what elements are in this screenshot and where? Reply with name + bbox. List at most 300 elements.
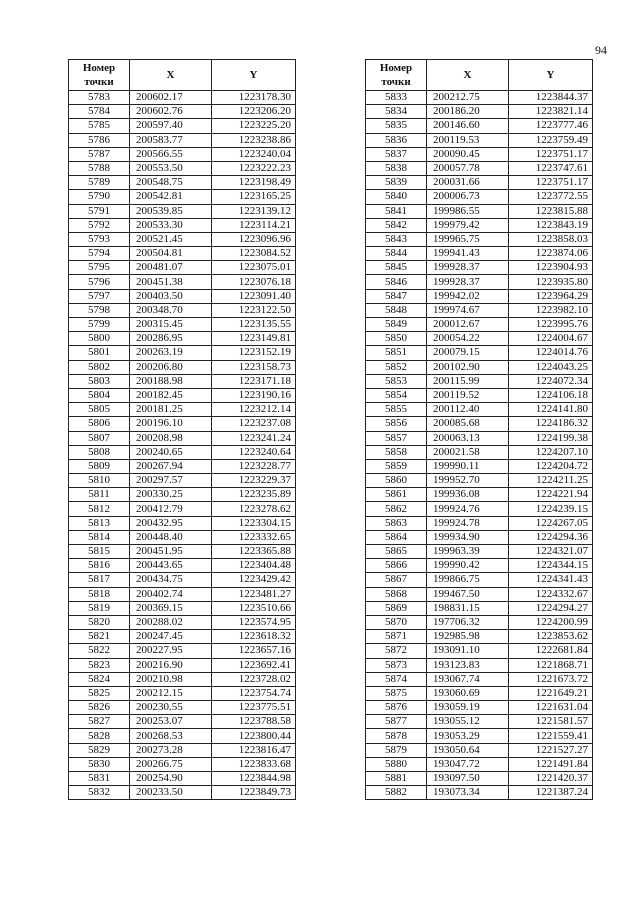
y-coordinate-cell: 1221491.84: [509, 757, 593, 771]
point-number-cell: 5869: [366, 601, 427, 615]
y-coordinate-cell: 1224332.67: [509, 587, 593, 601]
point-number-cell: 5830: [69, 757, 130, 771]
table-row: [69, 488, 296, 502]
table-row: [366, 388, 593, 402]
y-coordinate-cell: 1224211.25: [509, 474, 593, 488]
point-number-cell: 5795: [69, 261, 130, 275]
point-number-cell: 5874: [366, 672, 427, 686]
point-number-cell: 5824: [69, 672, 130, 686]
table-row: [69, 772, 296, 786]
x-coordinate-cell: 200533.30: [130, 218, 212, 232]
table-row: [366, 91, 593, 105]
point-number-cell: 5855: [366, 403, 427, 417]
x-coordinate-cell: 200448.40: [130, 530, 212, 544]
x-coordinate-cell: 199924.76: [427, 502, 509, 516]
table-row: [366, 530, 593, 544]
x-coordinate-cell: 200369.15: [130, 601, 212, 615]
y-coordinate-cell: 1223149.81: [212, 332, 296, 346]
y-coordinate-cell: 1224141.80: [509, 403, 593, 417]
y-coordinate-cell: 1223510.66: [212, 601, 296, 615]
table-row: [69, 573, 296, 587]
y-coordinate-cell: 1223982.10: [509, 303, 593, 317]
y-coordinate-cell: 1224043.25: [509, 360, 593, 374]
y-coordinate-cell: 1223849.73: [212, 786, 296, 800]
y-coordinate-cell: 1221420.37: [509, 772, 593, 786]
y-coordinate-cell: 1223240.64: [212, 445, 296, 459]
y-coordinate-cell: 1223084.52: [212, 247, 296, 261]
y-coordinate-cell: 1224186.32: [509, 417, 593, 431]
point-number-cell: 5870: [366, 615, 427, 629]
y-coordinate-cell: 1224344.15: [509, 559, 593, 573]
x-coordinate-cell: 200481.07: [130, 261, 212, 275]
table-row: [366, 431, 593, 445]
header-point-line1: Номер: [379, 62, 413, 74]
y-coordinate-cell: 1223844.37: [509, 91, 593, 105]
point-number-cell: 5788: [69, 161, 130, 175]
y-coordinate-cell: 1223995.76: [509, 318, 593, 332]
point-number-cell: 5882: [366, 786, 427, 800]
point-number-cell: 5840: [366, 190, 427, 204]
table-row: [69, 757, 296, 771]
y-coordinate-cell: 1221649.21: [509, 686, 593, 700]
x-coordinate-cell: 200521.45: [130, 232, 212, 246]
table-row: [366, 161, 593, 175]
y-coordinate-cell: 1223800.44: [212, 729, 296, 743]
point-number-cell: 5803: [69, 374, 130, 388]
table-row: [366, 488, 593, 502]
point-number-cell: 5834: [366, 105, 427, 119]
table-row: [366, 218, 593, 232]
point-number-cell: 5826: [69, 701, 130, 715]
table-row: [366, 672, 593, 686]
point-number-cell: 5825: [69, 686, 130, 700]
table-row: [69, 176, 296, 190]
table-row: [69, 786, 296, 800]
x-coordinate-cell: 200182.45: [130, 388, 212, 402]
table-row: [366, 261, 593, 275]
y-coordinate-cell: 1221868.71: [509, 658, 593, 672]
table-row: [69, 190, 296, 204]
x-coordinate-cell: 200146.60: [427, 119, 509, 133]
y-coordinate-cell: 1223212.14: [212, 403, 296, 417]
point-number-cell: 5850: [366, 332, 427, 346]
point-number-cell: 5861: [366, 488, 427, 502]
table-row: [366, 459, 593, 473]
point-number-cell: 5852: [366, 360, 427, 374]
y-coordinate-cell: 1223229.37: [212, 474, 296, 488]
x-coordinate-cell: 200230.55: [130, 701, 212, 715]
point-number-cell: 5821: [69, 630, 130, 644]
table-row: [69, 91, 296, 105]
y-coordinate-cell: 1223821.14: [509, 105, 593, 119]
table-row: [366, 658, 593, 672]
point-number-cell: 5786: [69, 133, 130, 147]
point-number-cell: 5836: [366, 133, 427, 147]
point-number-cell: 5807: [69, 431, 130, 445]
table-row: [69, 318, 296, 332]
table-row: [366, 786, 593, 800]
point-number-cell: 5790: [69, 190, 130, 204]
point-number-cell: 5806: [69, 417, 130, 431]
x-coordinate-cell: 199467.50: [427, 587, 509, 601]
table-row: [69, 715, 296, 729]
point-number-cell: 5804: [69, 388, 130, 402]
table-row: [366, 275, 593, 289]
y-coordinate-cell: 1223833.68: [212, 757, 296, 771]
x-coordinate-cell: 200112.40: [427, 403, 509, 417]
y-coordinate-cell: 1223135.55: [212, 318, 296, 332]
x-coordinate-cell: 199942.02: [427, 289, 509, 303]
x-coordinate-cell: 193123.83: [427, 658, 509, 672]
table-row: [366, 715, 593, 729]
point-number-cell: 5812: [69, 502, 130, 516]
point-number-cell: 5868: [366, 587, 427, 601]
point-number-cell: 5831: [69, 772, 130, 786]
table-row: [69, 232, 296, 246]
x-coordinate-cell: 200181.25: [130, 403, 212, 417]
x-coordinate-cell: 193067.74: [427, 672, 509, 686]
table-row: [366, 701, 593, 715]
table-row: [366, 176, 593, 190]
x-coordinate-cell: 200119.53: [427, 133, 509, 147]
point-number-cell: 5792: [69, 218, 130, 232]
x-coordinate-cell: 200115.99: [427, 374, 509, 388]
x-coordinate-cell: 200233.50: [130, 786, 212, 800]
table-row: [69, 289, 296, 303]
coordinates-table-right: [365, 59, 593, 800]
point-number-cell: 5833: [366, 91, 427, 105]
table-row: [69, 559, 296, 573]
table-row: [366, 545, 593, 559]
y-coordinate-cell: 1223404.48: [212, 559, 296, 573]
y-coordinate-cell: 1223788.58: [212, 715, 296, 729]
header-y: Y: [509, 60, 593, 91]
y-coordinate-cell: 1223171.18: [212, 374, 296, 388]
x-coordinate-cell: 193047.72: [427, 757, 509, 771]
point-number-cell: 5838: [366, 161, 427, 175]
y-coordinate-cell: 1223904.93: [509, 261, 593, 275]
header-point: [366, 60, 427, 91]
table-header-row: [69, 60, 296, 91]
y-coordinate-cell: 1224294.27: [509, 601, 593, 615]
x-coordinate-cell: 200254.90: [130, 772, 212, 786]
x-coordinate-cell: 200330.25: [130, 488, 212, 502]
point-number-cell: 5802: [69, 360, 130, 374]
point-number-cell: 5871: [366, 630, 427, 644]
table-row: [69, 601, 296, 615]
x-coordinate-cell: 193073.34: [427, 786, 509, 800]
y-coordinate-cell: 1223139.12: [212, 204, 296, 218]
point-number-cell: 5828: [69, 729, 130, 743]
table-row: [366, 417, 593, 431]
y-coordinate-cell: 1223076.18: [212, 275, 296, 289]
header-point-line2: точки: [84, 76, 114, 88]
x-coordinate-cell: 200566.55: [130, 147, 212, 161]
x-coordinate-cell: 200006.73: [427, 190, 509, 204]
x-coordinate-cell: 199936.08: [427, 488, 509, 502]
x-coordinate-cell: 200315.45: [130, 318, 212, 332]
point-number-cell: 5872: [366, 644, 427, 658]
x-coordinate-cell: 199990.11: [427, 459, 509, 473]
point-number-cell: 5785: [69, 119, 130, 133]
point-number-cell: 5815: [69, 545, 130, 559]
point-number-cell: 5853: [366, 374, 427, 388]
coordinates-table-left: [68, 59, 296, 800]
y-coordinate-cell: 1223754.74: [212, 686, 296, 700]
point-number-cell: 5817: [69, 573, 130, 587]
point-number-cell: 5875: [366, 686, 427, 700]
table-row: [69, 587, 296, 601]
table-row: [366, 204, 593, 218]
header-x: X: [130, 60, 212, 91]
x-coordinate-cell: 200403.50: [130, 289, 212, 303]
y-coordinate-cell: 1223429.42: [212, 573, 296, 587]
y-coordinate-cell: 1221559.41: [509, 729, 593, 743]
y-coordinate-cell: 1223775.51: [212, 701, 296, 715]
header-x: X: [427, 60, 509, 91]
x-coordinate-cell: 200012.67: [427, 318, 509, 332]
x-coordinate-cell: 200085.68: [427, 417, 509, 431]
point-number-cell: 5848: [366, 303, 427, 317]
y-coordinate-cell: 1223278.62: [212, 502, 296, 516]
y-coordinate-cell: 1221673.72: [509, 672, 593, 686]
y-coordinate-cell: 1222681.84: [509, 644, 593, 658]
table-row: [366, 133, 593, 147]
y-coordinate-cell: 1224004.67: [509, 332, 593, 346]
x-coordinate-cell: 200186.20: [427, 105, 509, 119]
table-row: [366, 615, 593, 629]
x-coordinate-cell: 200253.07: [130, 715, 212, 729]
y-coordinate-cell: 1223844.98: [212, 772, 296, 786]
table-row: [366, 644, 593, 658]
y-coordinate-cell: 1223240.04: [212, 147, 296, 161]
table-row: [366, 587, 593, 601]
x-coordinate-cell: 200432.95: [130, 516, 212, 530]
table-row: [69, 332, 296, 346]
table-row: [366, 601, 593, 615]
table-row: [69, 204, 296, 218]
x-coordinate-cell: 199866.75: [427, 573, 509, 587]
y-coordinate-cell: 1223096.96: [212, 232, 296, 246]
x-coordinate-cell: 200542.81: [130, 190, 212, 204]
x-coordinate-cell: 197706.32: [427, 615, 509, 629]
table-row: [366, 559, 593, 573]
point-number-cell: 5820: [69, 615, 130, 629]
point-number-cell: 5797: [69, 289, 130, 303]
point-number-cell: 5843: [366, 232, 427, 246]
x-coordinate-cell: 200057.78: [427, 161, 509, 175]
point-number-cell: 5827: [69, 715, 130, 729]
table-row: [366, 303, 593, 317]
x-coordinate-cell: 200602.17: [130, 91, 212, 105]
header-point-line2: точки: [381, 76, 411, 88]
point-number-cell: 5845: [366, 261, 427, 275]
point-number-cell: 5791: [69, 204, 130, 218]
y-coordinate-cell: 1224239.15: [509, 502, 593, 516]
point-number-cell: 5865: [366, 545, 427, 559]
x-coordinate-cell: 199952.70: [427, 474, 509, 488]
table-row: [69, 388, 296, 402]
y-coordinate-cell: 1223759.49: [509, 133, 593, 147]
point-number-cell: 5796: [69, 275, 130, 289]
table-row: [69, 105, 296, 119]
x-coordinate-cell: 200247.45: [130, 630, 212, 644]
y-coordinate-cell: 1223158.73: [212, 360, 296, 374]
y-coordinate-cell: 1224221.94: [509, 488, 593, 502]
point-number-cell: 5877: [366, 715, 427, 729]
point-number-cell: 5819: [69, 601, 130, 615]
y-coordinate-cell: 1223777.46: [509, 119, 593, 133]
x-coordinate-cell: 200031.66: [427, 176, 509, 190]
table-row: [69, 261, 296, 275]
y-coordinate-cell: 1223152.19: [212, 346, 296, 360]
table-row: [69, 743, 296, 757]
x-coordinate-cell: 193060.69: [427, 686, 509, 700]
point-number-cell: 5783: [69, 91, 130, 105]
point-number-cell: 5867: [366, 573, 427, 587]
x-coordinate-cell: 200451.38: [130, 275, 212, 289]
point-number-cell: 5851: [366, 346, 427, 360]
y-coordinate-cell: 1223206.20: [212, 105, 296, 119]
y-coordinate-cell: 1223114.21: [212, 218, 296, 232]
table-row: [69, 459, 296, 473]
table-header-row: [366, 60, 593, 91]
y-coordinate-cell: 1223853.62: [509, 630, 593, 644]
table-row: [69, 644, 296, 658]
x-coordinate-cell: 200451.95: [130, 545, 212, 559]
table-row: [366, 147, 593, 161]
table-row: [366, 332, 593, 346]
x-coordinate-cell: 200206.80: [130, 360, 212, 374]
table-row: [69, 275, 296, 289]
table-row: [366, 232, 593, 246]
table-row: [69, 346, 296, 360]
point-number-cell: 5808: [69, 445, 130, 459]
x-coordinate-cell: 200263.19: [130, 346, 212, 360]
point-number-cell: 5841: [366, 204, 427, 218]
y-coordinate-cell: 1223751.17: [509, 176, 593, 190]
x-coordinate-cell: 199986.55: [427, 204, 509, 218]
y-coordinate-cell: 1224199.38: [509, 431, 593, 445]
header-point-line1: Номер: [82, 62, 116, 74]
table-row: [69, 530, 296, 544]
x-coordinate-cell: 193097.50: [427, 772, 509, 786]
y-coordinate-cell: 1221527.27: [509, 743, 593, 757]
x-coordinate-cell: 193091.10: [427, 644, 509, 658]
x-coordinate-cell: 200434.75: [130, 573, 212, 587]
point-number-cell: 5823: [69, 658, 130, 672]
table-row: [366, 403, 593, 417]
point-number-cell: 5822: [69, 644, 130, 658]
y-coordinate-cell: 1221581.57: [509, 715, 593, 729]
table-row: [69, 445, 296, 459]
y-coordinate-cell: 1223858.03: [509, 232, 593, 246]
point-number-cell: 5846: [366, 275, 427, 289]
table-row: [366, 772, 593, 786]
table-row: [69, 686, 296, 700]
table-row: [69, 431, 296, 445]
table-row: [366, 105, 593, 119]
x-coordinate-cell: 199990.42: [427, 559, 509, 573]
table-row: [69, 516, 296, 530]
y-coordinate-cell: 1223692.41: [212, 658, 296, 672]
x-coordinate-cell: 200063.13: [427, 431, 509, 445]
y-coordinate-cell: 1223815.88: [509, 204, 593, 218]
point-number-cell: 5793: [69, 232, 130, 246]
x-coordinate-cell: 200240.65: [130, 445, 212, 459]
point-number-cell: 5809: [69, 459, 130, 473]
x-coordinate-cell: 200102.90: [427, 360, 509, 374]
table-row: [69, 729, 296, 743]
point-number-cell: 5863: [366, 516, 427, 530]
point-number-cell: 5818: [69, 587, 130, 601]
x-coordinate-cell: 200210.98: [130, 672, 212, 686]
x-coordinate-cell: 200443.65: [130, 559, 212, 573]
table-row: [69, 147, 296, 161]
x-coordinate-cell: 200288.02: [130, 615, 212, 629]
point-number-cell: 5856: [366, 417, 427, 431]
x-coordinate-cell: 200196.10: [130, 417, 212, 431]
y-coordinate-cell: 1223304.15: [212, 516, 296, 530]
x-coordinate-cell: 200268.53: [130, 729, 212, 743]
x-coordinate-cell: 200266.75: [130, 757, 212, 771]
point-number-cell: 5849: [366, 318, 427, 332]
x-coordinate-cell: 200273.28: [130, 743, 212, 757]
x-coordinate-cell: 200504.81: [130, 247, 212, 261]
point-number-cell: 5814: [69, 530, 130, 544]
y-coordinate-cell: 1223165.25: [212, 190, 296, 204]
point-number-cell: 5873: [366, 658, 427, 672]
point-number-cell: 5857: [366, 431, 427, 445]
x-coordinate-cell: 199934.90: [427, 530, 509, 544]
point-number-cell: 5835: [366, 119, 427, 133]
table-row: [69, 119, 296, 133]
table-row: [69, 133, 296, 147]
table-row: [366, 630, 593, 644]
y-coordinate-cell: 1224106.18: [509, 388, 593, 402]
y-coordinate-cell: 1223816.47: [212, 743, 296, 757]
point-number-cell: 5832: [69, 786, 130, 800]
point-number-cell: 5859: [366, 459, 427, 473]
point-number-cell: 5860: [366, 474, 427, 488]
table-row: [366, 573, 593, 587]
point-number-cell: 5784: [69, 105, 130, 119]
y-coordinate-cell: 1223772.55: [509, 190, 593, 204]
table-row: [69, 360, 296, 374]
y-coordinate-cell: 1223481.27: [212, 587, 296, 601]
y-coordinate-cell: 1223843.19: [509, 218, 593, 232]
point-number-cell: 5794: [69, 247, 130, 261]
header-point: [69, 60, 130, 91]
y-coordinate-cell: 1223874.06: [509, 247, 593, 261]
point-number-cell: 5854: [366, 388, 427, 402]
y-coordinate-cell: 1224072.34: [509, 374, 593, 388]
table-row: [366, 374, 593, 388]
x-coordinate-cell: 193059.19: [427, 701, 509, 715]
x-coordinate-cell: 200286.95: [130, 332, 212, 346]
x-coordinate-cell: 200212.15: [130, 686, 212, 700]
x-coordinate-cell: 200348.70: [130, 303, 212, 317]
x-coordinate-cell: 199974.67: [427, 303, 509, 317]
x-coordinate-cell: 200267.94: [130, 459, 212, 473]
table-row: [366, 445, 593, 459]
point-number-cell: 5862: [366, 502, 427, 516]
x-coordinate-cell: 199965.75: [427, 232, 509, 246]
x-coordinate-cell: 199928.37: [427, 261, 509, 275]
x-coordinate-cell: 200583.77: [130, 133, 212, 147]
y-coordinate-cell: 1224341.43: [509, 573, 593, 587]
point-number-cell: 5858: [366, 445, 427, 459]
